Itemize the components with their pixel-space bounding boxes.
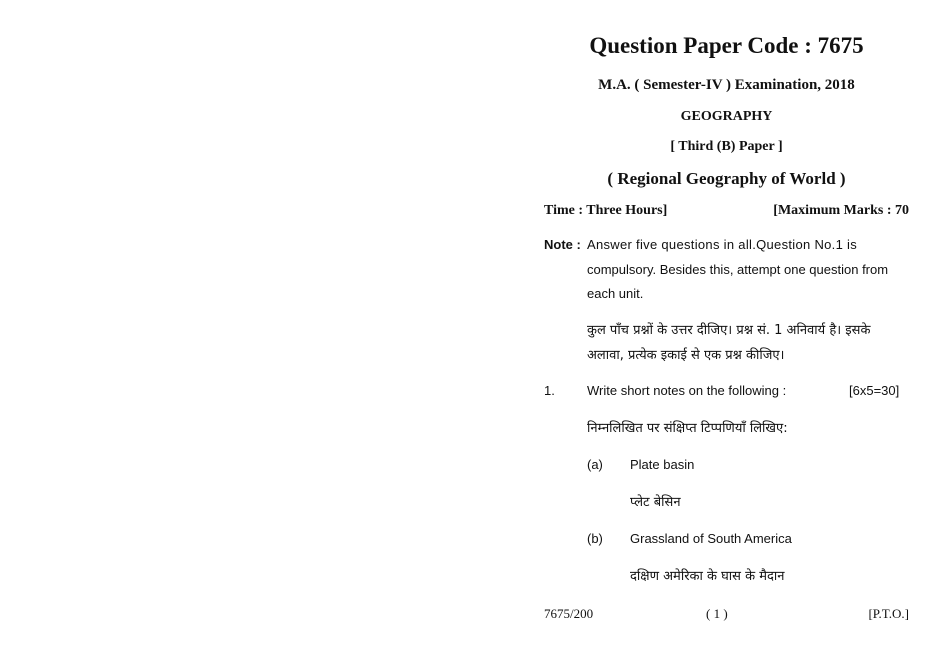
note-line-1: Answer five questions in all.Question No.1 is bbox=[587, 237, 858, 252]
question-marks: [6x5=30] bbox=[849, 383, 900, 398]
part-b-hindi: दक्षिण अमेरिका के घास के मैदान bbox=[630, 569, 785, 584]
pto-label: [P.T.O.] bbox=[868, 606, 909, 621]
note-label: Note : bbox=[544, 237, 581, 252]
subject-title: GEOGRAPHY bbox=[680, 109, 773, 124]
paper-name: [ Third (B) Paper ] bbox=[670, 139, 783, 154]
maximum-marks: [Maximum Marks : 70 bbox=[773, 203, 909, 218]
page-number: ( 1 ) bbox=[706, 606, 728, 621]
paper-code-title: Question Paper Code : 7675 bbox=[589, 33, 864, 58]
question-hindi: निम्नलिखित पर संक्षिप्त टिप्पणियाँ लिखिए: bbox=[587, 421, 788, 436]
question-number: 1. bbox=[544, 383, 555, 398]
part-b-label: (b) bbox=[587, 531, 603, 546]
note-hindi-line-1: कुल पाँच प्रश्नों के उत्तर दीजिए। प्रश्न सं. 1 अनिवार्य है। इसके bbox=[587, 323, 871, 338]
footer-code: 7675/200 bbox=[544, 606, 594, 621]
question-text: Write short notes on the following : bbox=[587, 383, 787, 398]
time-allowed: Time : Three Hours] bbox=[544, 203, 668, 218]
part-b-text: Grassland of South America bbox=[630, 531, 792, 546]
part-a-label: (a) bbox=[587, 457, 603, 472]
part-a-text: Plate basin bbox=[630, 457, 695, 472]
note-line-2: compulsory. Besides this, attempt one question from bbox=[587, 262, 889, 277]
note-hindi-line-2: अलावा, प्रत्येक इकाई से एक प्रश्न कीजिए। bbox=[587, 348, 785, 363]
note-line-3: each unit. bbox=[587, 286, 644, 301]
paper-subtitle: ( Regional Geography of World ) bbox=[607, 169, 846, 188]
exam-title: M.A. ( Semester-IV ) Examination, 2018 bbox=[598, 77, 855, 93]
part-a-hindi: प्लेट बेसिन bbox=[630, 495, 681, 510]
